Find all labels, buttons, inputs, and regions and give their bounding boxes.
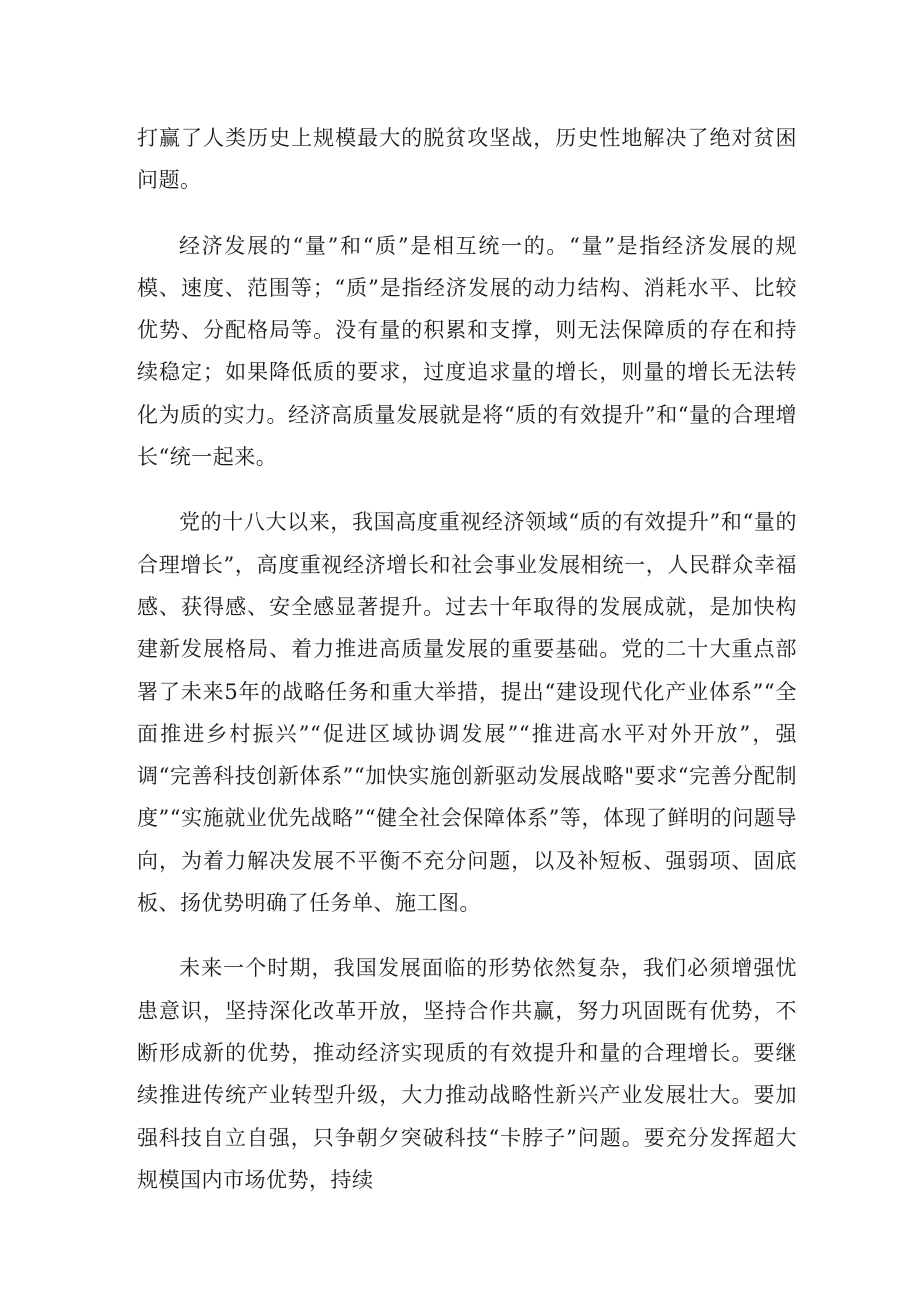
document-body (137, 117, 797, 1201)
paragraph-4: 未来一个时期，我国发展面临的形势依然复杂，我们必须增强忧患意识，坚持深化改革开放，坚持合作共赢，努力巩固既有优势，不断形成新的优势，推动经济实现质的有效提升和量的合理增长。要继续推进传统产业转型升级，大力推动战略性新兴产业发展壮大。要加强科技自立自强，只争朝夕突破科技“卡脖子”问题。要充分发挥超大规模国内市场优势，持续 (137, 956, 797, 1192)
paragraph-3: 党的十八大以来，我国高度重视经济领域“质的有效提升”和“量的合理增长”，高度重视经济增长和社会事业发展相统一，人民群众幸福感、获得感、安全感显著提升。过去十年取得的发展成就，是加快构建新发展格局、着力推进高质量发展的重要基础。党的二十大重点部署了未来5年的战略任务和重大举措，提出“建设现代化产业体系”“全面推进乡村振兴”“促进区域协调发展”“推进高水平对外开放”，强调“完善科技创新体系”“加快实施创新驱动发展战略"要求“完善分配制度”“实施就业优先战略”“健全社会保障体系”等，体现了鲜明的问题导向，为着力解决发展不平衡不充分问题，以及补短板、强弱项、固底板、扬优势明确了任务单、施工图。 (137, 510, 797, 916)
paragraph-2: 经济发展的“量”和“质”是相互统一的。“量”是指经济发展的规模、速度、范围等；“质”是指经济发展的动力结构、消耗水平、比较优势、分配格局等。没有量的积累和支撑，则无法保障质的存在和持续稳定；如果降低质的要求，过度追求量的增长，则量的增长无法转化为质的实力。经济高质量发展就是将“质的有效提升”和“量的合理增长“统一起来。 (137, 233, 797, 470)
paragraph-1: 打赢了人类历史上规模最大的脱贫攻坚战，历史性地解决了绝对贫困问题。 (137, 126, 797, 193)
